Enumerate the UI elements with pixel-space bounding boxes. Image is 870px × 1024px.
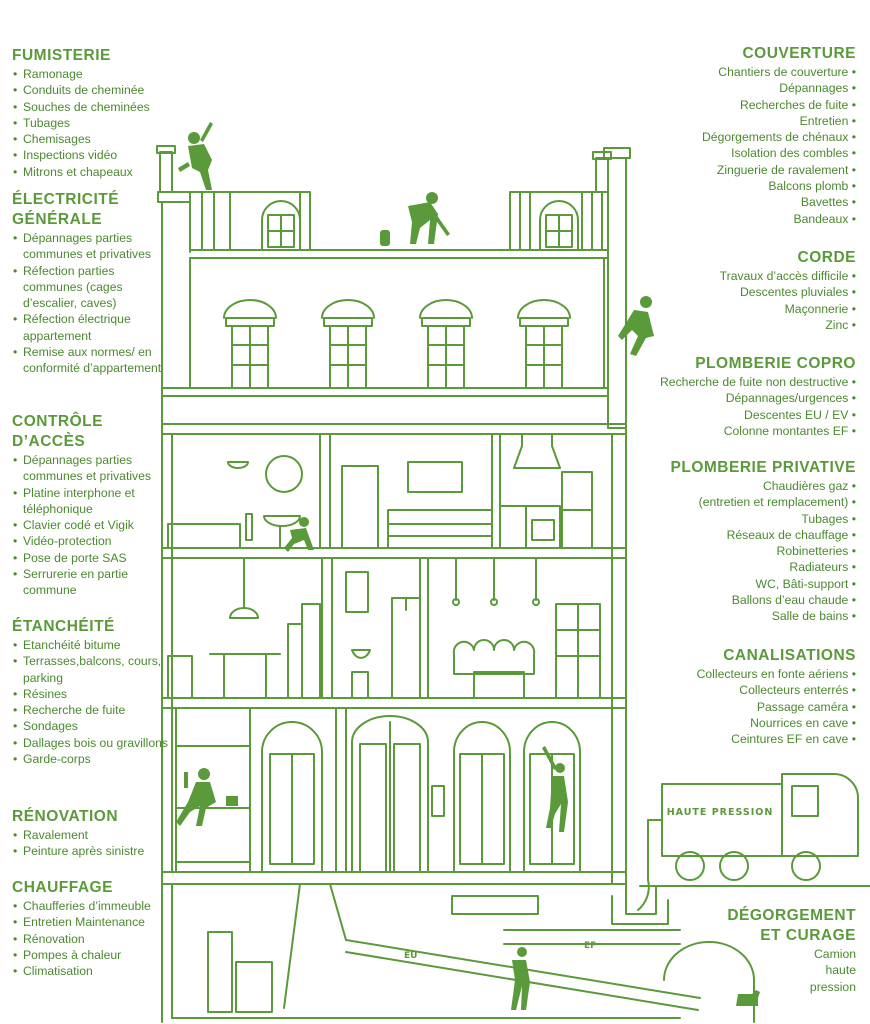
service-item: Dégorgements de chénaux • <box>616 129 856 145</box>
section-title: D’ACCÈS <box>12 433 86 450</box>
high-pressure-truck-icon <box>638 774 858 910</box>
service-item: • Platine interphone et téléphonique <box>12 485 172 518</box>
section-title: ET CURAGE <box>760 927 856 944</box>
section-title: PLOMBERIE COPRO <box>695 355 856 372</box>
service-item: • Ravalement <box>12 827 172 843</box>
section-title: GÉNÉRALE <box>12 211 103 228</box>
plumber-worker-icon <box>284 517 314 552</box>
section-controle-d-acces <box>12 412 172 599</box>
service-item: • Peinture après sinistre <box>12 843 172 859</box>
pipe-label-eu: EU <box>404 951 418 961</box>
service-list <box>616 268 856 333</box>
service-list <box>616 478 856 625</box>
service-item: Ballons d’eau chaude • <box>616 592 856 608</box>
service-item: Chaudières gaz • <box>616 478 856 494</box>
service-item: • Serrurerie en partie commune <box>12 566 172 599</box>
arched-window <box>518 300 570 388</box>
service-item: Bandeaux • <box>616 211 856 227</box>
section-canalisations <box>616 646 856 747</box>
service-item: • Souches de cheminées <box>12 99 172 115</box>
service-item: Nourrices en cave • <box>616 715 856 731</box>
section-title: CORDE <box>797 249 856 266</box>
service-item: • Recherche de fuite <box>12 702 172 718</box>
service-item: • Dallages bois ou gravillons <box>12 735 172 751</box>
section-title: DÉGORGEMENT <box>727 907 856 924</box>
arched-window <box>420 300 472 388</box>
service-item: • Chaufferies d’immeuble <box>12 898 172 914</box>
section-etancheite <box>12 617 172 767</box>
service-item: Radiateurs • <box>616 559 856 575</box>
service-item: • Sondages <box>12 718 172 734</box>
service-item: • Terrasses,balcons, cours, parking <box>12 653 172 686</box>
section-degorgement-et-curage <box>616 906 856 995</box>
service-item: • Vidéo-protection <box>12 533 172 549</box>
service-item: • Ramonage <box>12 66 172 82</box>
service-list <box>12 827 172 860</box>
service-item: Camion <box>814 947 856 961</box>
service-list <box>12 898 172 979</box>
window-worker-icon <box>542 746 568 832</box>
section-title: CHAUFFAGE <box>12 879 113 896</box>
chimney-sweep-worker-icon <box>178 122 213 190</box>
drain-worker-icon <box>511 947 530 1010</box>
service-item: Ceintures EF en cave • <box>616 731 856 747</box>
service-item: Robinetteries • <box>616 543 856 559</box>
service-item: Réseaux de chauffage • <box>616 527 856 543</box>
shower-room <box>346 572 420 698</box>
bathroom <box>168 456 302 548</box>
section-title: ÉTANCHÉITÉ <box>12 618 115 635</box>
service-item: • Dépannages parties communes et privatives <box>12 230 172 263</box>
section-renovation <box>12 807 172 860</box>
service-item: • Entretien Maintenance <box>12 914 172 930</box>
section-plomberie-privative <box>616 458 856 625</box>
service-item: Collecteurs enterrés • <box>616 682 856 698</box>
section-fumisterie <box>12 46 172 180</box>
service-list <box>616 946 856 995</box>
dining-room <box>168 558 320 698</box>
service-item: Zinguerie de ravalement • <box>616 162 856 178</box>
service-item: Recherches de fuite • <box>616 97 856 113</box>
service-item: Bavettes • <box>616 194 856 210</box>
service-item: • Climatisation <box>12 963 172 979</box>
service-item: • Réfection parties communes (cages d’escalier, caves) <box>12 263 172 312</box>
service-item: Tubages • <box>616 511 856 527</box>
arched-window <box>224 300 276 388</box>
service-item: Recherche de fuite non destructive • <box>616 374 856 390</box>
service-item: Collecteurs en fonte aériens • <box>616 666 856 682</box>
service-item: Balcons plomb • <box>616 178 856 194</box>
service-item: Descentes EU / EV • <box>616 407 856 423</box>
section-title: COUVERTURE <box>742 45 856 62</box>
service-list <box>12 452 172 599</box>
roof-level <box>162 192 608 428</box>
painter-worker-icon <box>176 768 238 826</box>
service-item: Dépannages/urgences • <box>616 390 856 406</box>
service-item: • Pompes à chaleur <box>12 947 172 963</box>
service-item: Dépannages • <box>616 80 856 96</box>
service-item: • Tubages <box>12 115 172 131</box>
section-title: CONTRÔLE <box>12 413 103 430</box>
section-chauffage <box>12 878 172 979</box>
service-item: Colonne montantes EF • <box>616 423 856 439</box>
bedroom <box>342 462 492 548</box>
section-title: PLOMBERIE PRIVATIVE <box>670 459 856 476</box>
balcony-railing <box>162 388 608 424</box>
service-list <box>12 230 172 377</box>
upper-floor-windows <box>190 258 604 388</box>
section-electricite-generale <box>12 190 172 377</box>
pipe-label-ef: EF <box>584 941 597 951</box>
service-list <box>12 66 172 180</box>
service-list <box>616 374 856 439</box>
service-item: • Remise aux normes/ en conformité d’appartement <box>12 344 172 377</box>
kitchen <box>500 434 592 548</box>
service-item: • Chemisages <box>12 131 172 147</box>
service-item: • Garde-corps <box>12 751 172 767</box>
section-corde <box>616 248 856 333</box>
service-item: Salle de bains • <box>616 608 856 624</box>
service-item: • Etanchéité bitume <box>12 637 172 653</box>
service-item: • Pose de porte SAS <box>12 550 172 566</box>
service-item: Passage caméra • <box>616 699 856 715</box>
service-item: • Mitrons et chapeaux <box>12 164 172 180</box>
service-item: Entretien • <box>616 113 856 129</box>
service-list <box>616 64 856 227</box>
service-item: • Rénovation <box>12 931 172 947</box>
living-room <box>453 558 600 698</box>
section-title: CANALISATIONS <box>723 647 856 664</box>
service-item: haute <box>825 963 856 978</box>
service-item: • Clavier codé et Vigik <box>12 517 172 533</box>
service-item: • Réfection électrique appartement <box>12 311 172 344</box>
service-item: Travaux d’accès difficile • <box>616 268 856 284</box>
section-title: ÉLECTRICITÉ <box>12 191 120 208</box>
service-item: pression <box>809 979 856 994</box>
section-title: RÉNOVATION <box>12 808 119 825</box>
service-item: • Résines <box>12 686 172 702</box>
service-list <box>616 666 856 747</box>
roofer-worker-icon <box>380 192 450 246</box>
service-list <box>12 637 172 767</box>
arched-window <box>322 300 374 388</box>
truck-label: HAUTE PRESSION <box>666 807 774 818</box>
service-item: WC, Bâti-support • <box>616 576 856 592</box>
service-item: Descentes pluviales • <box>616 284 856 300</box>
service-item: • Dépannages parties communes et privatives <box>12 452 172 485</box>
service-item: Zinc • <box>616 317 856 333</box>
service-item: Maçonnerie • <box>616 301 856 317</box>
service-item: • Inspections vidéo <box>12 147 172 163</box>
service-item: • Conduits de cheminée <box>12 82 172 98</box>
section-title: FUMISTERIE <box>12 47 111 64</box>
section-couverture <box>616 44 856 227</box>
section-plomberie-copro <box>616 354 856 439</box>
service-item: Isolation des combles • <box>616 145 856 161</box>
ground-floor <box>176 708 580 872</box>
service-item: Chantiers de couverture • <box>616 64 856 80</box>
service-item: (entretien et remplacement) • <box>616 494 856 510</box>
